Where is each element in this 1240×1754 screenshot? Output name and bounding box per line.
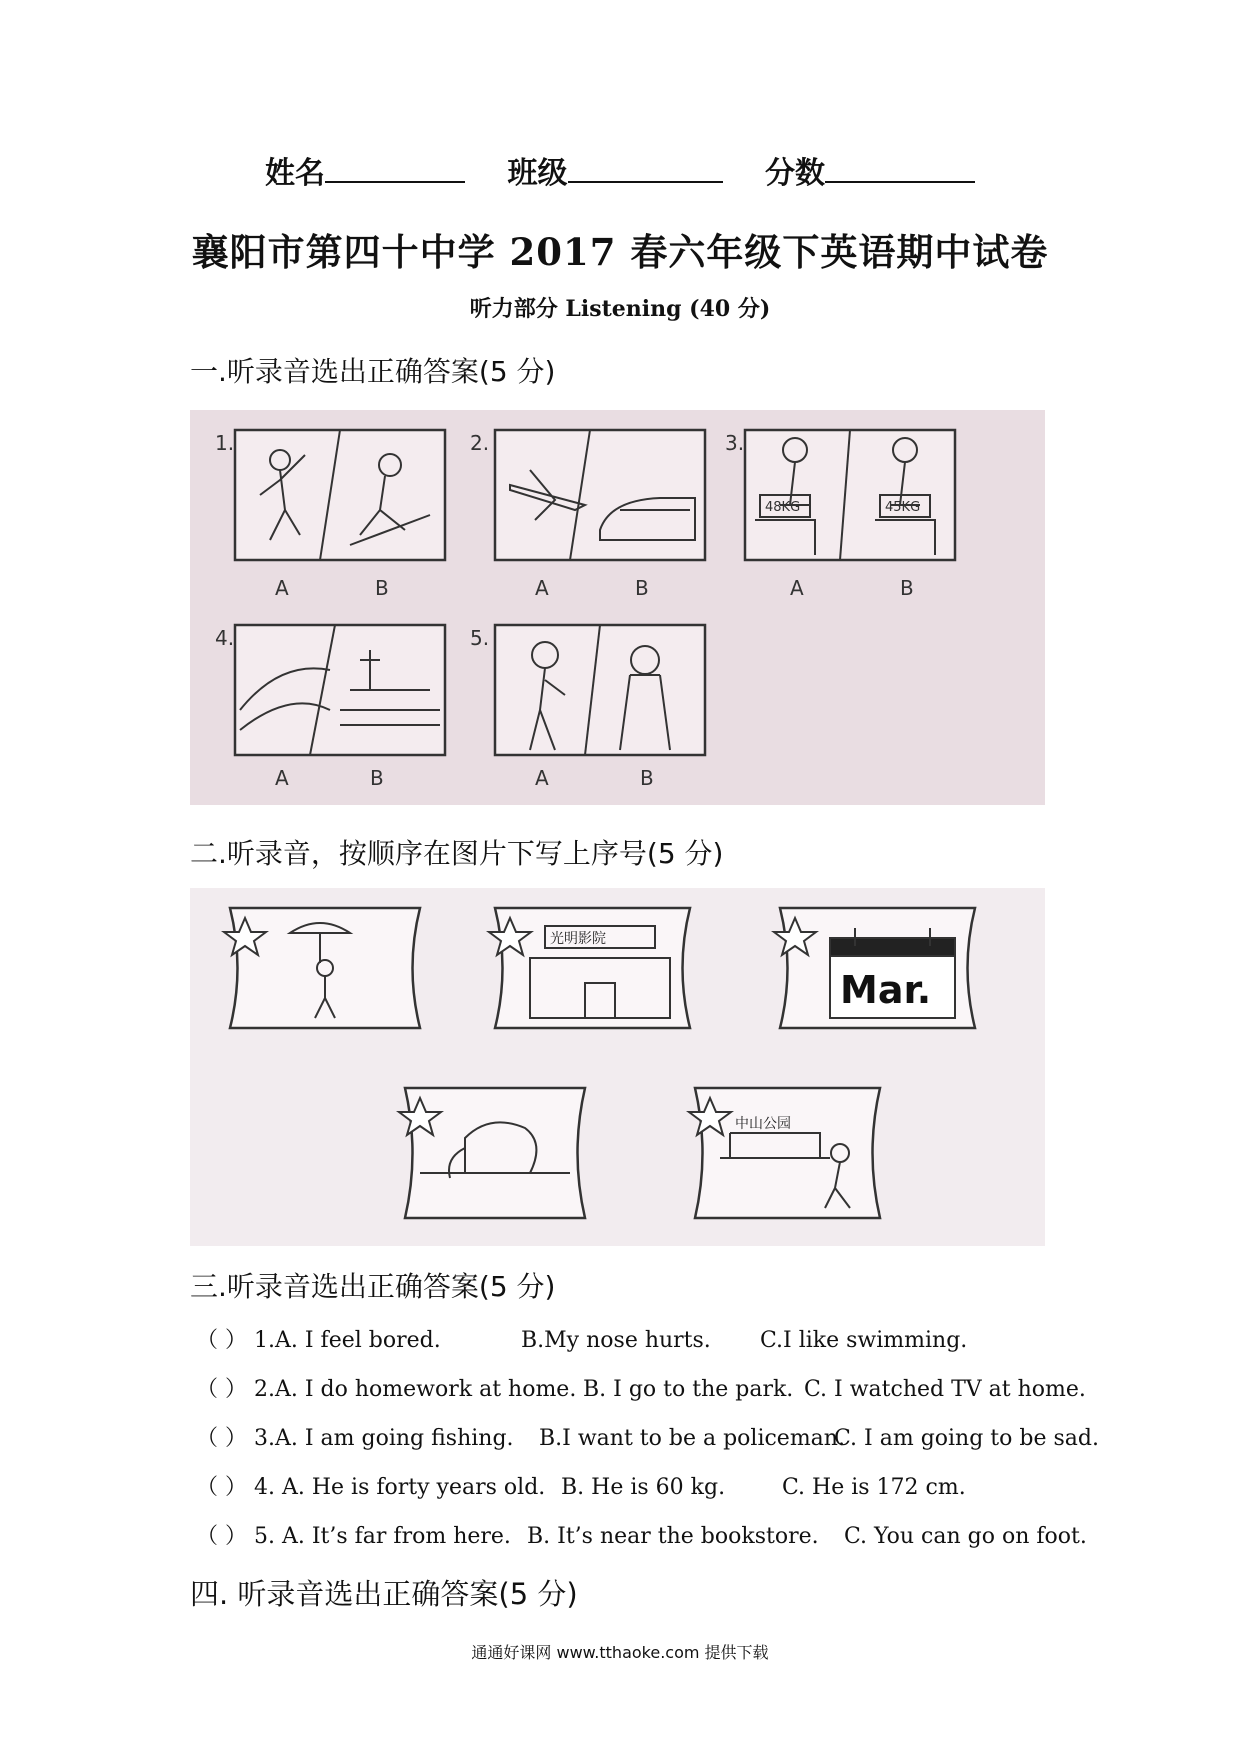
- question-2: [196, 1372, 1086, 1403]
- class-field[interactable]: [508, 148, 723, 192]
- answer-blank[interactable]: （ ）: [196, 1377, 247, 1402]
- answer-blank[interactable]: （ ）: [196, 1426, 247, 1451]
- pic1-item-4-a: A: [275, 766, 289, 790]
- option-c: C. He is 172 cm.: [782, 1475, 966, 1500]
- pic1-item-5-number: 5.: [470, 626, 490, 650]
- name-field[interactable]: [265, 148, 465, 192]
- pic1-item-5-a: A: [535, 766, 549, 790]
- section-2-heading: 二.听录音，按顺序在图片下写上序号(5 分): [190, 837, 724, 870]
- park-sign: 中山公园: [735, 1116, 791, 1132]
- calendar-text: Mar.: [840, 968, 932, 1012]
- pic1-item-2-b: B: [635, 576, 649, 600]
- pic1-item-1-number: 1.: [215, 431, 235, 455]
- score-label: 分数: [764, 156, 825, 191]
- option-a: 5. A. It’s far from here.: [254, 1524, 511, 1549]
- cinema-sign: 光明影院: [550, 931, 606, 947]
- pic1-item-4-b: B: [370, 766, 384, 790]
- option-b: B. He is 60 kg.: [561, 1475, 726, 1500]
- exam-title: 襄阳市第四十中学 2017 春六年级下英语期中试卷: [191, 230, 1049, 274]
- option-c: C.I like swimming.: [760, 1328, 968, 1353]
- pic1-item-1-a: A: [275, 576, 289, 600]
- section-1-picture: [190, 410, 1045, 805]
- pic1-item-5-b: B: [640, 766, 654, 790]
- class-label: 班级: [507, 156, 568, 191]
- section-3-heading: 三.听录音选出正确答案(5 分): [190, 1270, 556, 1303]
- pic1-item-2-number: 2.: [470, 431, 490, 455]
- option-a: 1.A. I feel bored.: [254, 1328, 441, 1353]
- option-a: 4. A. He is forty years old.: [254, 1475, 546, 1500]
- pic1-item-3-number: 3.: [725, 431, 745, 455]
- option-b: B. I go to the park.: [583, 1377, 794, 1402]
- option-a: 2.A. I do homework at home.: [254, 1377, 577, 1402]
- pic1-item-2-a: A: [535, 576, 549, 600]
- section-4-heading: 四. 听录音选出正确答案(5 分): [190, 1577, 578, 1611]
- name-label: 姓名: [265, 156, 326, 191]
- answer-blank[interactable]: （ ）: [196, 1524, 247, 1549]
- question-4: [196, 1470, 966, 1501]
- footer-credit: 通通好课网 www.tthaoke.com 提供下载: [471, 1643, 769, 1662]
- option-c: C. You can go on foot.: [844, 1524, 1087, 1549]
- pic1-item-4-number: 4.: [215, 626, 235, 650]
- answer-blank[interactable]: （ ）: [196, 1328, 247, 1353]
- scale-right-label: 45KG: [885, 500, 921, 515]
- score-field[interactable]: [765, 148, 975, 192]
- option-a: 3.A. I am going fishing.: [254, 1426, 514, 1451]
- question-5: [196, 1519, 1087, 1550]
- pic1-item-3-a: A: [790, 576, 804, 600]
- section-1-heading: 一.听录音选出正确答案(5 分): [190, 355, 556, 388]
- option-b: B. It’s near the bookstore.: [527, 1524, 819, 1549]
- pic1-item-3-b: B: [900, 576, 914, 600]
- question-1: [196, 1323, 967, 1354]
- scale-left-label: 48KG: [765, 500, 801, 515]
- exam-subtitle: 听力部分 Listening (40 分): [469, 296, 771, 322]
- question-3: [196, 1421, 1099, 1452]
- answer-blank[interactable]: （ ）: [196, 1475, 247, 1500]
- option-c: C. I watched TV at home.: [804, 1377, 1086, 1402]
- pic1-item-1-b: B: [375, 576, 389, 600]
- option-b: B.My nose hurts.: [521, 1328, 711, 1353]
- option-b: B.I want to be a policeman.: [539, 1426, 845, 1451]
- section-2-picture: [190, 888, 1045, 1246]
- student-info-fields: [0, 148, 1240, 192]
- option-c: C. I am going to be sad.: [834, 1426, 1099, 1451]
